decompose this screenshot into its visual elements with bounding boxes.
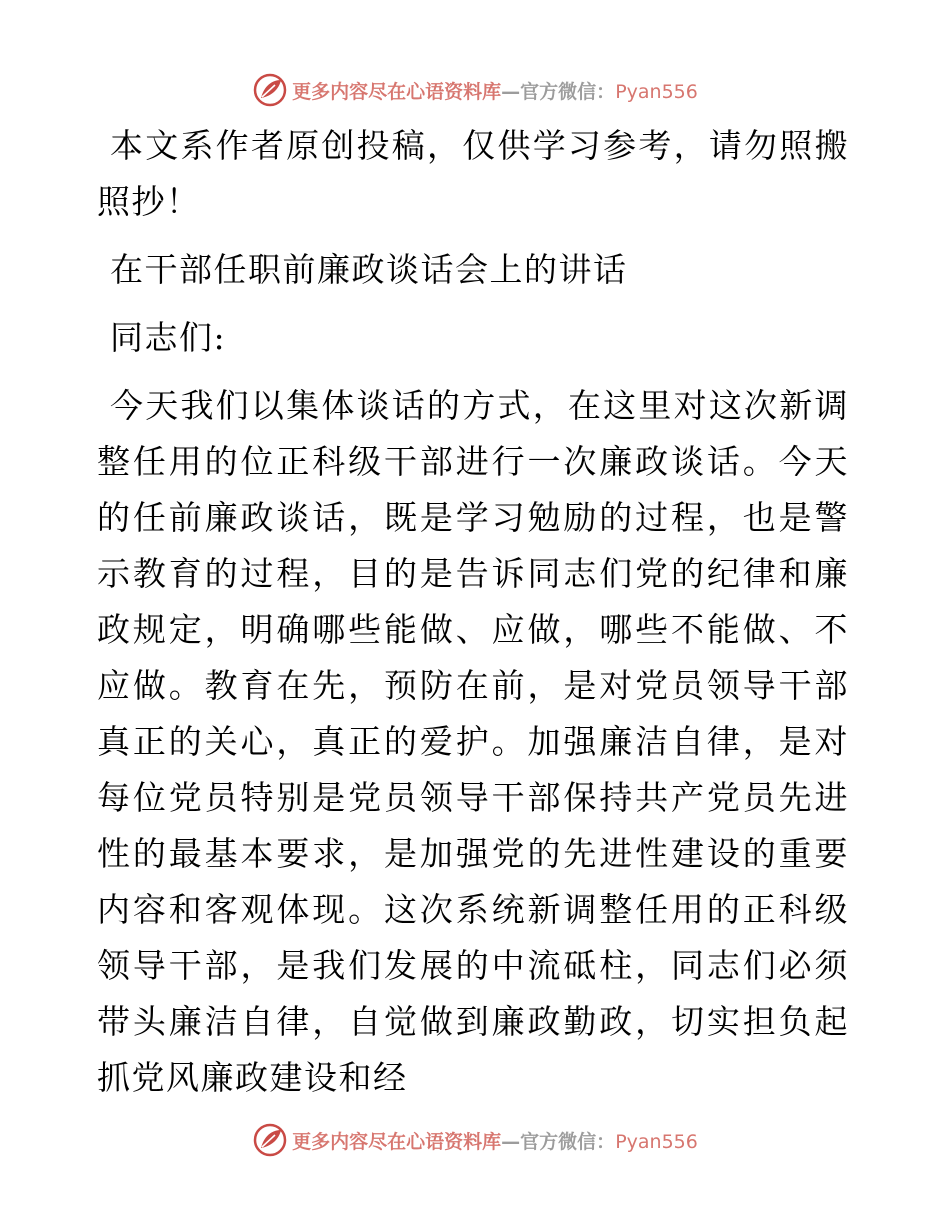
banner-wechat-label: 官方微信： (520, 80, 616, 103)
banner-site-name: 更多内容尽在心语资料库 (292, 1130, 502, 1153)
banner-site-name: 更多内容尽在心语资料库 (292, 80, 502, 103)
speech-title: 在干部任职前廉政谈话会上的讲话 (110, 250, 628, 289)
leaf-pen-logo-icon (252, 1122, 288, 1158)
copyright-notice: 本文系作者原创投稿，仅供学习参考，请勿照搬照抄！ (97, 126, 849, 221)
banner-text (292, 77, 698, 104)
document-body (97, 118, 849, 1106)
salutation: 同志们: (110, 318, 227, 357)
banner-text (292, 1127, 698, 1154)
leaf-pen-logo-icon (252, 72, 288, 108)
header-banner (0, 70, 950, 110)
footer-banner (0, 1120, 950, 1160)
banner-wechat-id: Pyan556 (615, 1130, 698, 1153)
banner-dash: — (501, 1130, 521, 1153)
banner-wechat-label: 官方微信： (520, 1130, 616, 1153)
banner-dash: — (501, 80, 521, 103)
body-paragraph: 今天我们以集体谈话的方式，在这里对这次新调整任用的位正科级干部进行一次廉政谈话。今天的任前廉政谈话，既是学习勉励的过程，也是警示教育的过程，目的是告诉同志们党的纪律和廉政规定，明确哪些能做、应做，哪些不能做、不应做。教育在先，预防在前，是对党员领导干部真正的关心，真正的爱护。加强廉洁自律，是对每位党员特别是党员领导干部保持共产党员先进性的最基本要求，是加强党的先进性建设的重要内容和客观体现。这次系统新调整任用的正科级领导干部，是我们发展的中流砥柱，同志们必须带头廉洁自律，自觉做到廉政勤政，切实担负起抓党风廉政建设和经 (97, 386, 849, 1097)
banner-wechat-id: Pyan556 (615, 80, 698, 103)
